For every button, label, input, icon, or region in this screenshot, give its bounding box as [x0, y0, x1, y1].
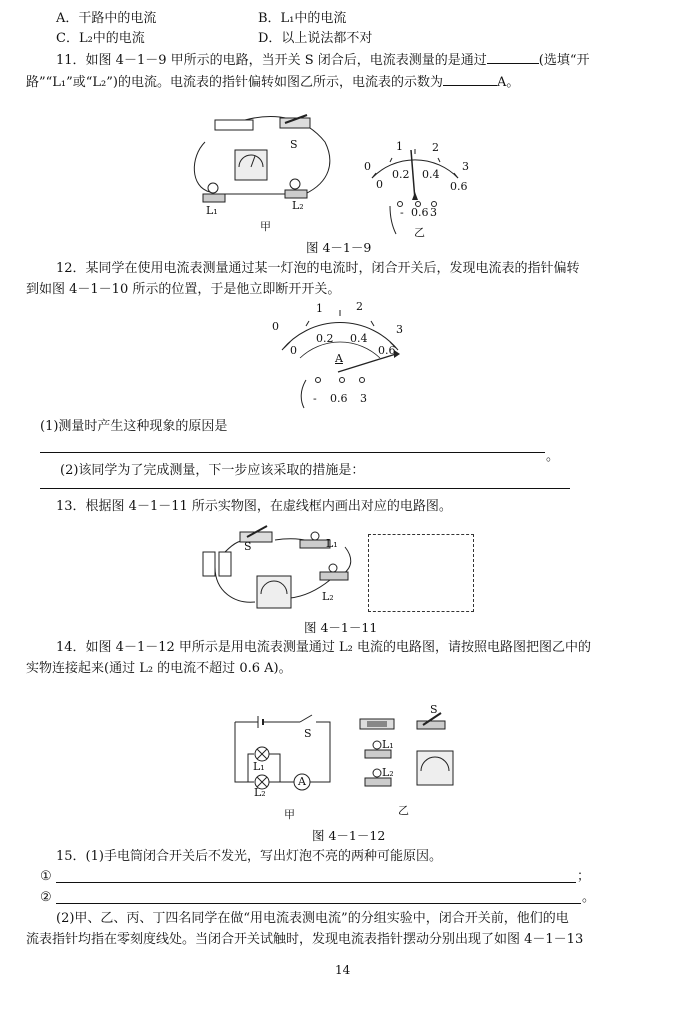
fig10-top-0: 0	[272, 320, 279, 333]
q15-item1: ①	[40, 869, 52, 884]
q11-line1	[56, 52, 590, 69]
q11-blank1[interactable]	[487, 63, 539, 64]
q12-end-mark: 。	[546, 449, 560, 464]
fig12-right-l1: L₁	[382, 738, 394, 751]
fig10-bot-06: 0.6	[378, 344, 396, 357]
q15-answer-line2[interactable]	[56, 903, 581, 904]
q15-item2-end: 。	[582, 890, 596, 905]
fig10-top-3: 3	[396, 323, 403, 336]
fig12-left-jia: 甲	[284, 808, 295, 821]
fig9-top-3: 3	[462, 160, 469, 173]
q15-line1: 15．(1)手电筒闭合开关后不发光，写出灯泡不亮的两种可能原因。	[56, 849, 442, 864]
q14-line2: 实物连接起来(通过 L₂ 的电流不超过 0.6 A)。	[26, 661, 292, 676]
fig11-label-s: S	[244, 540, 252, 553]
q13-answer-box[interactable]	[368, 534, 474, 612]
fig10-term-minus: -	[313, 392, 317, 405]
caption-4-1-11: 图 4－1－11	[304, 620, 378, 635]
q11-line2-tail: A。	[497, 75, 520, 90]
fig9-bot-04: 0.4	[422, 168, 440, 181]
q15-line3: 流表指针均指在零刻度线处。当闭合开关试触时，发现电流表指针摆动分别出现了如图 4－1－13	[26, 932, 584, 947]
q12-line1: 12．某同学在使用电流表测量通过某一灯泡的电流时，闭合开关后，发现电流表的指针偏转	[56, 261, 580, 276]
caption-4-1-12: 图 4－1－12	[312, 828, 386, 843]
q12-sub2: (2)该同学为了完成测量，下一步应该采取的措施是：	[60, 463, 365, 478]
fig-4-1-11-circuit	[195, 522, 365, 614]
fig12-right-l2: L₂	[382, 766, 394, 779]
q14-line1: 14．如图 4－1－12 甲所示是用电流表测量通过 L₂ 电流的电路图，请按照电路图把图乙中的	[56, 640, 591, 655]
fig12-left-a: A	[298, 775, 306, 788]
fig-4-1-12-parts	[355, 705, 465, 805]
fig12-right-yi: 乙	[398, 804, 409, 817]
fig10-bot-0: 0	[290, 344, 297, 357]
fig9-term-3: 3	[430, 206, 437, 219]
q11-blank2[interactable]	[443, 85, 497, 86]
fig9-top-2: 2	[432, 141, 439, 154]
q12-line2: 到如图 4－1－10 所示的位置，于是他立即断开开关。	[26, 282, 341, 297]
fig12-left-l1: L₁	[253, 760, 265, 773]
fig9-label-jia: 甲	[260, 220, 271, 233]
fig10-unit: A	[335, 352, 343, 365]
fig9-bot-0: 0	[376, 178, 383, 191]
q12-answer-line1[interactable]	[40, 452, 545, 453]
fig9-top-0: 0	[364, 160, 371, 173]
fig10-top-2: 2	[356, 300, 363, 313]
q11-line1-text: 11．如图 4－1－9 甲所示的电路，当开关 S 闭合后，电流表测量的是通过	[56, 53, 487, 68]
q11-line2-text: 路”“L₁”或“L₂”)的电流。电流表的指针偏转如图乙所示，电流表的示数为	[26, 75, 443, 90]
fig10-bot-04: 0.4	[350, 332, 368, 345]
fig10-term-06: 0.6	[330, 392, 348, 405]
option-a: A．干路中的电流	[56, 11, 157, 26]
fig12-left-l2: L₂	[254, 786, 266, 799]
q15-item2: ②	[40, 890, 52, 905]
q12-answer-line2[interactable]	[40, 488, 570, 489]
fig11-label-l2: L₂	[322, 590, 334, 603]
q11-line1-tail: (选填“开	[538, 53, 590, 68]
option-d: D．以上说法都不对	[258, 31, 373, 46]
fig9-label-yi: 乙	[414, 226, 425, 239]
fig9-bot-06: 0.6	[450, 180, 468, 193]
fig12-left-s: S	[304, 727, 312, 740]
fig12-right-s: S	[430, 703, 438, 716]
q12-sub1: (1)测量时产生这种现象的原因是	[40, 419, 228, 434]
page-number: 14	[335, 963, 351, 977]
fig9-term-minus: -	[400, 206, 404, 219]
fig10-bot-02: 0.2	[316, 332, 334, 345]
fig-4-1-12-schematic	[230, 710, 340, 800]
fig9-term-06: 0.6	[411, 206, 429, 219]
fig9-label-s: S	[290, 138, 298, 151]
fig9-label-l2: L₂	[292, 199, 304, 212]
q11-line2	[26, 74, 519, 91]
fig9-bot-02: 0.2	[392, 168, 410, 181]
q15-answer-line1[interactable]	[56, 882, 576, 883]
fig10-top-1: 1	[316, 302, 323, 315]
q13-line: 13．根据图 4－1－11 所示实物图，在虚线框内画出对应的电路图。	[56, 499, 452, 514]
caption-4-1-9: 图 4－1－9	[306, 240, 372, 255]
fig9-top-1: 1	[396, 140, 403, 153]
fig10-term-3: 3	[360, 392, 367, 405]
q15-item1-end: ；	[577, 869, 591, 884]
fig11-label-l1: L₁	[326, 537, 338, 550]
option-b: B．L₁中的电流	[258, 11, 347, 26]
fig9-label-l1: L₁	[206, 204, 218, 217]
option-c: C．L₂中的电流	[56, 31, 145, 46]
q15-line2: (2)甲、乙、丙、丁四名同学在做“用电流表测电流”的分组实验中，闭合开关前，他们的电	[56, 911, 569, 926]
